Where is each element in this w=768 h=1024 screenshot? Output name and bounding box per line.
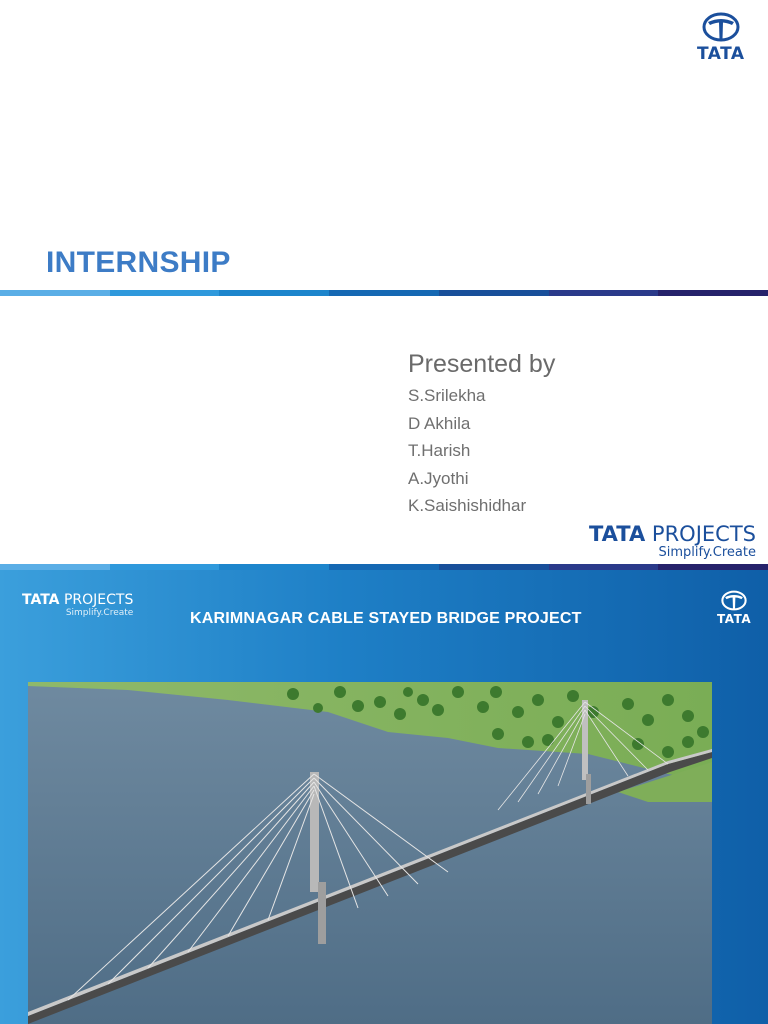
presenter-name: K.Saishishidhar [408,496,527,515]
tata-projects-tagline: Simplify.Create [65,608,134,618]
tata-projects-tagline: Simplify.Create [658,545,756,560]
presenter-name: D Akhila [408,413,471,433]
presenter-list [408,385,526,523]
tata-logo [717,590,751,626]
tata-emblem-icon [702,12,740,42]
bridge-render-image [28,682,712,1024]
tata-projects-logo [22,592,133,618]
tata-projects-wordmark: TATA PROJECTS [22,592,134,608]
slide-title: INTERNSHIP [46,246,231,279]
tata-wordmark: TATA [697,44,745,64]
slide-title: KARIMNAGAR CABLE STAYED BRIDGE PROJECT [190,610,582,627]
tata-projects-logo [586,522,756,560]
bridge-slide [0,570,768,1024]
presenter-name: S.Srilekha [408,386,486,405]
tata-emblem-icon [721,590,747,611]
tata-projects-wordmark: TATA PROJECTS [588,522,756,546]
title-stripe [0,290,768,296]
tata-wordmark: TATA [717,612,752,626]
presenter-name: T.Harish [408,441,471,460]
presented-by-label: Presented by [408,350,556,378]
tata-logo [697,12,745,64]
presenter-name: A.Jyothi [408,468,469,488]
